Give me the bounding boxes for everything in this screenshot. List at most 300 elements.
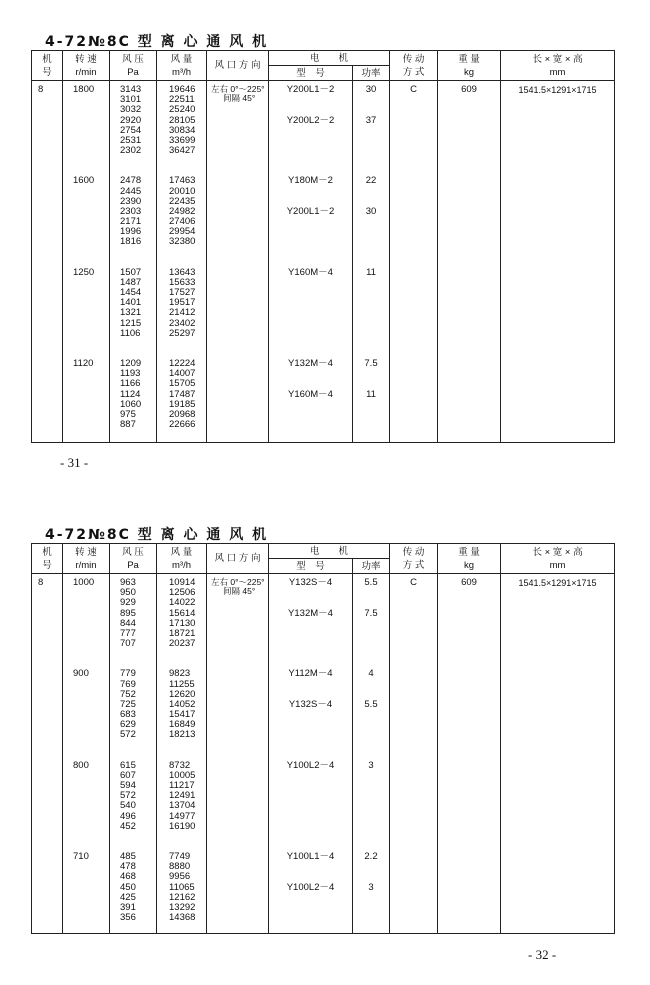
pressure-value: 2478	[120, 175, 142, 187]
pressure-value: 391	[120, 901, 136, 913]
flow-group	[169, 852, 206, 923]
motor-power	[353, 720, 389, 730]
speed-value	[73, 146, 109, 156]
motor-power	[353, 710, 389, 720]
page-title: 4-72№8C 型 离 心 通 风 机	[45, 34, 269, 50]
speed-value	[73, 278, 109, 288]
header-weight	[438, 544, 501, 574]
motor-model	[269, 781, 352, 791]
motor-model	[269, 227, 352, 237]
motor-power	[353, 913, 389, 923]
motor-power	[353, 308, 389, 318]
pressure-value: 2303	[120, 205, 142, 217]
motor-model: Y180M－2	[288, 175, 333, 187]
pressure-value: 1106	[120, 327, 141, 339]
header-pressure	[110, 544, 157, 574]
header-weight-line2: kg	[463, 66, 475, 78]
pressure-value: 963	[120, 577, 136, 588]
motor-power-group	[353, 268, 389, 339]
motor-model	[269, 237, 352, 247]
page-number: - 32 -	[528, 947, 557, 962]
motor-power-group	[353, 176, 389, 247]
flow-value: 17527	[169, 287, 196, 298]
pressure-value: 452	[120, 820, 136, 832]
flow-value: 22435	[169, 195, 196, 207]
motor-power	[353, 126, 389, 136]
speed-column	[63, 81, 110, 443]
header-motor-model: 型 号	[269, 66, 353, 81]
header-drive-line1: 传 动	[402, 546, 425, 558]
header-pressure-line1: 风 压	[122, 546, 144, 558]
speed-value	[73, 609, 109, 619]
header-weight-line1: 重 量	[458, 53, 480, 65]
header-drive-line2: 方 式	[402, 559, 425, 571]
motor-power	[353, 771, 389, 781]
speed-value	[73, 227, 109, 237]
motor-model: Y132M－4	[288, 357, 333, 369]
pressure-value: 2754	[120, 124, 142, 136]
motor-model-group	[269, 176, 352, 247]
pressure-value: 1060	[120, 398, 142, 410]
outlet-cell	[207, 574, 269, 934]
motor-power	[353, 680, 389, 690]
flow-value: 20968	[169, 408, 196, 420]
speed-value	[73, 288, 109, 298]
weight-value: 609	[461, 84, 477, 95]
motor-power-group	[353, 669, 389, 740]
speed-value	[73, 207, 109, 217]
page-number: - 31 -	[60, 455, 89, 470]
pressure-value: 1454	[120, 287, 142, 298]
speed-group	[73, 359, 109, 430]
flow-value: 13292	[169, 901, 196, 913]
motor-model-group	[269, 85, 352, 156]
flow-value: 30834	[169, 124, 196, 136]
pressure-value: 2920	[120, 114, 142, 126]
flow-value: 9823	[169, 668, 191, 680]
pressure-value: 895	[120, 607, 136, 619]
flow-value: 12224	[169, 357, 196, 369]
pressure-group	[120, 268, 156, 339]
header-machine-no	[32, 544, 63, 574]
spec-table-sheet	[31, 50, 614, 443]
flow-value: 19646	[169, 84, 196, 95]
speed-value	[73, 598, 109, 608]
flow-value: 22511	[169, 94, 195, 106]
speed-value	[73, 710, 109, 720]
motor-power	[353, 410, 389, 420]
motor-power	[353, 187, 389, 197]
motor-model: Y160M－4	[288, 266, 333, 278]
motor-model	[269, 862, 352, 872]
pressure-value: 1487	[120, 276, 142, 288]
pressure-value: 3101	[120, 94, 142, 106]
flow-group	[169, 176, 206, 247]
pressure-value: 3143	[120, 84, 142, 95]
motor-power	[353, 588, 389, 598]
motor-model	[269, 710, 352, 720]
header-dims	[501, 544, 615, 574]
flow-value: 18213	[169, 729, 196, 741]
pressure-value: 683	[120, 709, 136, 721]
header-machine-no-line1: 机	[42, 546, 52, 558]
header-pressure-line2: Pa	[127, 66, 139, 78]
motor-model	[269, 893, 352, 903]
pressure-value: 1166	[120, 378, 141, 390]
pressure-value: 2531	[120, 134, 142, 146]
pressure-value: 478	[120, 861, 136, 873]
pressure-value: 629	[120, 719, 136, 731]
motor-model	[269, 95, 352, 105]
flow-value: 10005	[169, 769, 196, 781]
motor-model	[269, 136, 352, 146]
pressure-value: 725	[120, 698, 136, 710]
pressure-value: 769	[120, 678, 136, 690]
motor-model: Y100L2－4	[286, 881, 335, 893]
dims-cell	[501, 81, 615, 443]
speed-value	[73, 862, 109, 872]
motor-power-column	[353, 574, 390, 934]
outlet-cell	[207, 81, 269, 443]
motor-power	[353, 329, 389, 339]
motor-model	[269, 791, 352, 801]
flow-value: 12162	[169, 891, 196, 903]
flow-value: 17487	[169, 388, 196, 400]
drive-type: C	[410, 577, 417, 588]
speed-value	[73, 217, 109, 227]
speed-value: 1250	[73, 266, 95, 278]
motor-power	[353, 903, 389, 913]
speed-group	[73, 669, 109, 740]
speed-value: 1800	[73, 84, 95, 95]
motor-model	[269, 801, 352, 811]
flow-column	[157, 574, 207, 934]
header-weight-line2: kg	[463, 559, 475, 571]
motor-power: 37	[365, 114, 377, 126]
header-dims-line2: mm	[549, 559, 566, 571]
motor-power	[353, 288, 389, 298]
motor-power	[353, 812, 389, 822]
pressure-group	[120, 578, 156, 649]
motor-power: 3	[368, 759, 374, 771]
flow-value: 14022	[169, 597, 196, 609]
flow-value: 12620	[169, 688, 196, 700]
motor-power: 2.2	[364, 850, 378, 862]
header-motor-model: 型 号	[269, 559, 353, 574]
motor-power: 30	[365, 84, 377, 95]
flow-group	[169, 85, 206, 156]
drive-cell	[390, 81, 438, 443]
pressure-value: 450	[120, 881, 136, 893]
motor-model	[269, 288, 352, 298]
header-flow-line2: m³/h	[172, 559, 191, 571]
flow-value: 17130	[169, 617, 196, 629]
header-motor-power: 功率	[353, 559, 390, 574]
flow-value: 23402	[169, 317, 196, 329]
flow-value: 16190	[169, 820, 196, 832]
pressure-value: 2171	[120, 216, 142, 228]
motor-model: Y160M－4	[288, 388, 333, 400]
pressure-value: 3032	[120, 104, 142, 116]
speed-value	[73, 410, 109, 420]
pressure-value: 844	[120, 617, 136, 629]
header-pressure-line1: 风 压	[122, 53, 144, 65]
pressure-group	[120, 85, 156, 156]
flow-value: 14977	[169, 810, 196, 822]
speed-value	[73, 720, 109, 730]
motor-model: Y132M－4	[288, 607, 333, 619]
speed-value	[73, 893, 109, 903]
speed-value: 1600	[73, 175, 95, 187]
motor-model	[269, 308, 352, 318]
flow-value: 22666	[169, 419, 196, 431]
flow-value: 24982	[169, 205, 196, 217]
pressure-value: 1401	[120, 297, 142, 309]
outlet-range: 左右 0°～225°	[211, 84, 265, 94]
flow-value: 9956	[169, 871, 191, 883]
flow-value: 20010	[169, 185, 196, 197]
header-weight-line1: 重 量	[458, 546, 480, 558]
header-speed-line1: 转 速	[75, 546, 97, 558]
flow-value: 14007	[169, 368, 196, 380]
flow-value: 19185	[169, 398, 196, 410]
pressure-group	[120, 176, 156, 247]
motor-model	[269, 329, 352, 339]
motor-model	[269, 720, 352, 730]
motor-power: 7.5	[364, 607, 378, 619]
motor-model	[269, 913, 352, 923]
header-flow-line1: 风 量	[170, 53, 193, 65]
speed-value	[73, 791, 109, 801]
speed-group	[73, 761, 109, 832]
header-dims-line1: 长 × 宽 × 高	[532, 53, 583, 65]
motor-model-column	[269, 81, 353, 443]
speed-group	[73, 268, 109, 339]
flow-value: 33699	[169, 134, 196, 146]
dims-cell	[501, 574, 615, 934]
weight-value: 609	[461, 577, 477, 588]
motor-model: Y100L2－4	[286, 759, 335, 771]
header-motor: 电 机	[269, 51, 390, 66]
header-pressure	[110, 51, 157, 81]
motor-power	[353, 822, 389, 832]
motor-model: Y200L1－2	[286, 84, 335, 95]
speed-value	[73, 187, 109, 197]
motor-model	[269, 619, 352, 629]
header-dims-line1: 长 × 宽 × 高	[532, 546, 583, 558]
flow-value: 7749	[169, 850, 191, 862]
pressure-value: 779	[120, 668, 136, 680]
motor-model	[269, 822, 352, 832]
motor-model	[269, 629, 352, 639]
motor-model	[269, 771, 352, 781]
motor-power	[353, 862, 389, 872]
flow-value: 17463	[169, 175, 196, 187]
flow-value: 29954	[169, 226, 196, 238]
pressure-value: 707	[120, 638, 136, 650]
flow-value: 11065	[169, 881, 195, 893]
motor-power-group	[353, 578, 389, 649]
motor-power	[353, 872, 389, 882]
header-speed-line1: 转 速	[75, 53, 97, 65]
motor-model-group	[269, 852, 352, 923]
outlet-range: 左右 0°～225°	[211, 577, 265, 587]
motor-model: Y132S－4	[288, 698, 333, 710]
pressure-value: 615	[120, 759, 136, 771]
speed-value	[73, 400, 109, 410]
speed-value	[73, 822, 109, 832]
speed-value	[73, 136, 109, 146]
flow-group	[169, 761, 206, 832]
header-flow-line2: m³/h	[172, 66, 191, 78]
header-speed-line2: r/min	[75, 559, 97, 571]
pressure-value: 1996	[120, 226, 142, 238]
pressure-value: 1321	[120, 307, 142, 319]
pressure-value: 752	[120, 688, 136, 700]
motor-power-group	[353, 359, 389, 430]
speed-value	[73, 872, 109, 882]
pressure-value: 468	[120, 871, 136, 883]
speed-value	[73, 588, 109, 598]
pressure-group	[120, 669, 156, 740]
motor-model-group	[269, 268, 352, 339]
pressure-value: 540	[120, 800, 136, 812]
pressure-value: 929	[120, 597, 136, 609]
pressure-value: 2302	[120, 145, 142, 157]
speed-value	[73, 903, 109, 913]
motor-model-group	[269, 669, 352, 740]
motor-power	[353, 298, 389, 308]
motor-power	[353, 400, 389, 410]
header-speed-line2: r/min	[75, 66, 97, 78]
motor-power	[353, 369, 389, 379]
speed-value	[73, 379, 109, 389]
pressure-value: 1507	[120, 266, 142, 278]
speed-value	[73, 639, 109, 649]
motor-power	[353, 781, 389, 791]
pressure-value: 356	[120, 912, 136, 924]
speed-value	[73, 308, 109, 318]
pressure-value: 1816	[120, 236, 142, 248]
motor-model: Y200L2－2	[286, 114, 335, 126]
motor-model-group	[269, 359, 352, 430]
speed-value	[73, 680, 109, 690]
flow-value: 32380	[169, 236, 196, 248]
motor-model	[269, 639, 352, 649]
motor-power	[353, 629, 389, 639]
speed-value	[73, 700, 109, 710]
header-outlet: 风 口 方 向	[207, 544, 269, 574]
pressure-value: 1124	[120, 388, 141, 400]
motor-model	[269, 680, 352, 690]
drive-type: C	[410, 84, 417, 95]
pressure-column	[110, 81, 157, 443]
speed-value	[73, 619, 109, 629]
weight-cell	[438, 81, 501, 443]
flow-value: 12506	[169, 587, 196, 599]
motor-power: 3	[368, 881, 374, 893]
header-speed	[63, 51, 110, 81]
flow-value: 16849	[169, 719, 196, 731]
speed-value: 1120	[73, 357, 94, 369]
flow-value: 13704	[169, 800, 196, 812]
flow-value: 18721	[169, 627, 196, 639]
speed-value	[73, 913, 109, 923]
dims-value: 1541.5×1291×1715	[518, 578, 597, 588]
flow-value: 25297	[169, 327, 196, 339]
header-motor-power: 功率	[353, 66, 390, 81]
header-weight	[438, 51, 501, 81]
motor-model-group	[269, 761, 352, 832]
speed-value	[73, 197, 109, 207]
speed-value: 800	[73, 759, 89, 771]
header-flow-line1: 风 量	[170, 546, 193, 558]
motor-power-group	[353, 85, 389, 156]
header-speed	[63, 544, 110, 574]
header-drive-line1: 传 动	[402, 53, 425, 65]
dims-value: 1541.5×1291×1715	[518, 85, 597, 95]
machine-no-cell	[32, 574, 63, 934]
flow-value: 8880	[169, 861, 191, 873]
flow-group	[169, 669, 206, 740]
motor-power	[353, 217, 389, 227]
flow-value: 13643	[169, 266, 196, 278]
weight-cell	[438, 574, 501, 934]
speed-value	[73, 629, 109, 639]
flow-value: 19517	[169, 297, 196, 309]
motor-power-group	[353, 761, 389, 832]
motor-power: 4	[368, 668, 374, 680]
motor-model	[269, 217, 352, 227]
machine-no: 8	[38, 577, 44, 588]
pressure-value: 887	[120, 419, 136, 431]
speed-value	[73, 420, 109, 430]
header-machine-no	[32, 51, 63, 81]
flow-value: 36427	[169, 145, 196, 157]
speed-value	[73, 781, 109, 791]
header-machine-no-line2: 号	[42, 66, 52, 78]
speed-group	[73, 176, 109, 247]
speed-value	[73, 390, 109, 400]
header-motor: 电 机	[269, 544, 390, 559]
flow-value: 20237	[169, 638, 196, 650]
motor-power	[353, 278, 389, 288]
speed-value	[73, 298, 109, 308]
motor-model	[269, 319, 352, 329]
flow-value: 15614	[169, 607, 196, 619]
flow-group	[169, 268, 206, 339]
speed-value	[73, 801, 109, 811]
outlet-interval: 间隔 45°	[223, 93, 256, 103]
motor-power: 5.5	[364, 698, 378, 710]
pressure-value: 1215	[120, 317, 142, 329]
motor-power	[353, 893, 389, 903]
pressure-group	[120, 852, 156, 923]
motor-model-column	[269, 574, 353, 934]
speed-value: 710	[73, 850, 89, 862]
drive-cell	[390, 574, 438, 934]
motor-power	[353, 639, 389, 649]
motor-power: 30	[365, 205, 377, 217]
motor-power	[353, 420, 389, 430]
flow-value: 8732	[169, 759, 191, 771]
flow-value: 15705	[169, 378, 196, 390]
motor-model	[269, 278, 352, 288]
pressure-group	[120, 359, 156, 430]
motor-power	[353, 146, 389, 156]
flow-value: 14052	[169, 698, 196, 710]
spec-table	[31, 543, 615, 934]
